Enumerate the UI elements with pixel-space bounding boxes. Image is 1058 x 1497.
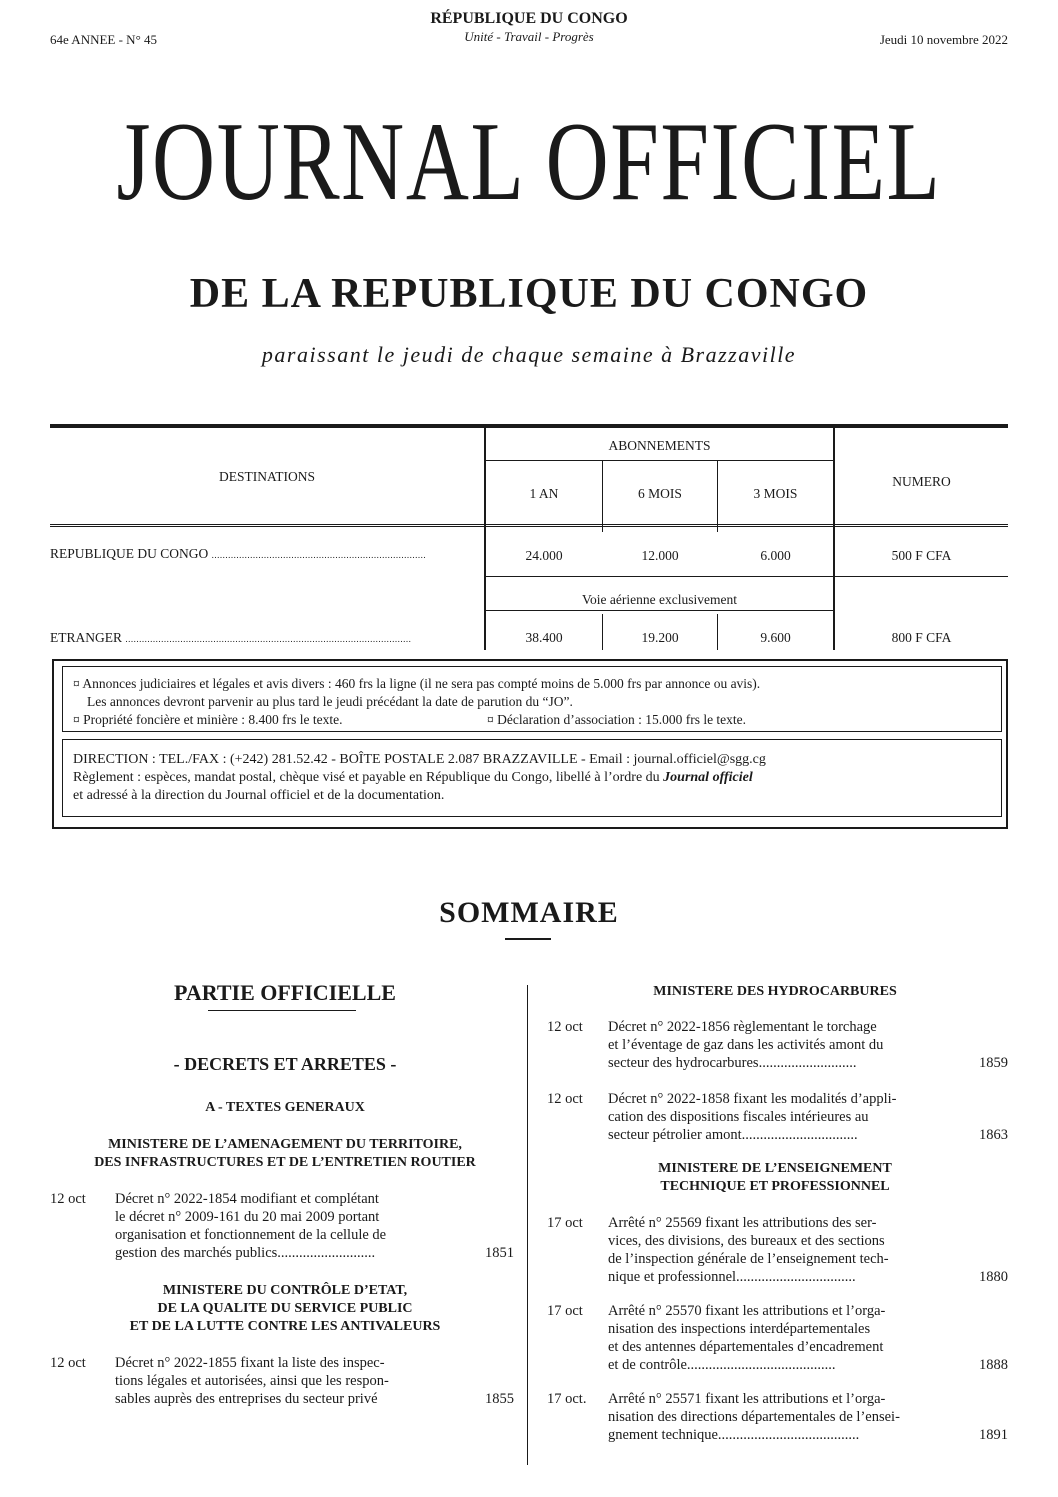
table-rule <box>50 526 1008 527</box>
ministry-heading: MINISTERE DE L’AMENAGEMENT DU TERRITOIRE, DES INFRASTRUCTURES ET DE L’ENTRETIEN ROUTIER <box>94 1137 476 1170</box>
notices-box <box>62 666 1002 732</box>
notice-line: Les annonces devront parvenir au plus tard le jeudi précédant la date de parution du “JO”. <box>87 694 573 709</box>
price-etranger-1an: 38.400 <box>525 630 563 645</box>
sommaire-rule <box>505 938 551 940</box>
sommaire-title: SOMMAIRE <box>439 896 619 929</box>
entry-page: 1891 <box>979 1427 1008 1443</box>
entry-text: Arrêté n° 25571 fixant les attributions et l’orga- nisation des directions départementales de l’ensei- gnement technique....................................... <box>608 1391 900 1443</box>
republic-name: RÉPUBLIQUE DU CONGO <box>430 10 628 27</box>
payment-terms: Règlement : espèces, mandat postal, chèque visé et payable en République du Congo, libellé à l’ordre du Journal officiel <box>73 770 753 785</box>
air-note: Voie aérienne exclusivement <box>582 592 737 607</box>
entry-page: 1851 <box>485 1245 514 1261</box>
part-title: PARTIE OFFICIELLE <box>174 980 396 1005</box>
ministry-heading: MINISTERE DE L’ENSEIGNEMENT TECHNIQUE ET PROFESSIONNEL <box>658 1161 892 1194</box>
toc-entry <box>0 1214 1058 1292</box>
payment-terms-cont: et adressé à la direction du Journal officiel et de la documentation. <box>73 788 445 803</box>
period-1an: 1 AN <box>529 486 559 501</box>
toc-entry <box>0 1090 1058 1150</box>
period-6mois: 6 MOIS <box>638 486 682 501</box>
price-etranger-6mois: 19.200 <box>641 630 679 645</box>
price-etranger-numero: 800 F CFA <box>891 630 952 645</box>
entry-text: Décret n° 2022-1855 fixant la liste des inspec- tions légales et autorisées, ainsi que les respon- sables auprès des entreprises du secteur privé <box>115 1355 389 1407</box>
entry-page: 1888 <box>979 1357 1008 1373</box>
entry-text: Arrêté n° 25569 fixant les attributions des ser- vices, des divisions, des bureaux et des sections de l’inspection générale de l’enseignement tech- nique et professionnel................................. <box>608 1215 889 1285</box>
entry-date: 12 oct <box>547 1019 583 1035</box>
entry-date: 17 oct. <box>547 1391 587 1407</box>
entry-date: 17 oct <box>547 1215 583 1231</box>
direction-box <box>62 739 1002 817</box>
subscription-table <box>50 424 1008 654</box>
numero-header: NUMERO <box>892 474 951 489</box>
table-rule <box>484 576 1008 577</box>
entry-text: Décret n° 2022-1854 modifiant et complétant le décret n° 2009-161 du 20 mai 2009 portant organisation et fonctionnement de la cellule de gestion des marchés publics........................... <box>115 1191 387 1261</box>
price-congo-6mois: 12.000 <box>641 548 679 563</box>
toc-entry <box>0 1390 1058 1450</box>
entry-text: Arrêté n° 25570 fixant les attributions et l’orga- nisation des inspections interdépartementales et des antennes départementales d’encadrement et de contrôle......................................... <box>608 1303 886 1373</box>
national-motto: Unité - Travail - Progrès <box>464 29 594 44</box>
entry-text: Décret n° 2022-1856 règlementant le torchage et l’éventage de gaz dans les activités amont du secteur des hydrocarbures........................... <box>608 1019 884 1071</box>
price-congo-1an: 24.000 <box>525 548 563 563</box>
entry-date: 17 oct <box>547 1303 583 1319</box>
section-title: - DECRETS ET ARRETES - <box>173 1054 397 1074</box>
issue-number: 64e ANNEE - N° 45 <box>50 32 158 47</box>
entry-date: 12 oct <box>50 1191 86 1207</box>
table-top-rule <box>50 424 1008 428</box>
journal-subtitle: DE LA REPUBLIQUE DU CONGO <box>189 271 869 317</box>
notice-line: ¤ Annonces judiciaires et légales et avis divers : 460 frs la ligne (il ne sera pas compté moins de 5.000 frs par annonce ou avis). <box>73 676 761 691</box>
price-etranger-3mois: 9.600 <box>760 630 791 645</box>
part-title-rule <box>208 1010 356 1011</box>
entry-text: Décret n° 2022-1858 fixant les modalités d’appli- cation des dispositions fiscales intérieures au secteur pétrolier amont................................ <box>608 1091 897 1143</box>
destination-congo: REPUBLIQUE DU CONGO .............................................................................. <box>50 546 427 561</box>
abonnements-header: ABONNEMENTS <box>608 438 711 453</box>
entry-date: 12 oct <box>547 1091 583 1107</box>
price-congo-numero: 500 F CFA <box>891 548 952 563</box>
destination-etranger: ETRANGER ........................................................................................................ <box>50 630 412 645</box>
notice-line: ¤ Déclaration d’association : 15.000 frs le texte. <box>487 712 747 727</box>
table-rule <box>484 610 835 611</box>
journal-title: JOURNAL OFFICIEL <box>116 100 942 224</box>
entry-page: 1880 <box>979 1269 1008 1285</box>
toc-entry <box>0 1018 1058 1078</box>
direction-contact: DIRECTION : TEL./FAX : (+242) 281.52.42 - BOÎTE POSTALE 2.087 BRAZZAVILLE - Email : journal.officiel@sgg.cg <box>73 752 766 767</box>
entry-date: 12 oct <box>50 1355 86 1371</box>
destinations-header: DESTINATIONS <box>219 469 315 484</box>
issue-date: Jeudi 10 novembre 2022 <box>879 32 1008 47</box>
ministry-heading: MINISTERE DU CONTRÔLE D’ETAT, DE LA QUALITE DU SERVICE PUBLIC ET DE LA LUTTE CONTRE LES ANTIVALEURS <box>129 1283 441 1334</box>
price-congo-3mois: 6.000 <box>760 548 791 563</box>
notice-line: ¤ Propriété foncière et minière : 8.400 frs le texte. <box>73 712 343 727</box>
journal-tagline: paraissant le jeudi de chaque semaine à Brazzaville <box>261 342 797 367</box>
entry-page: 1855 <box>485 1391 514 1407</box>
toc-entry <box>0 1302 1058 1380</box>
subsection-title: A - TEXTES GENERAUX <box>205 1100 365 1115</box>
entry-page: 1863 <box>979 1127 1008 1143</box>
table-rule <box>50 524 1008 525</box>
entry-page: 1859 <box>979 1055 1008 1071</box>
ministry-heading: MINISTERE DES HYDROCARBURES <box>653 984 897 999</box>
period-3mois: 3 MOIS <box>753 486 798 501</box>
table-rule <box>484 460 835 461</box>
